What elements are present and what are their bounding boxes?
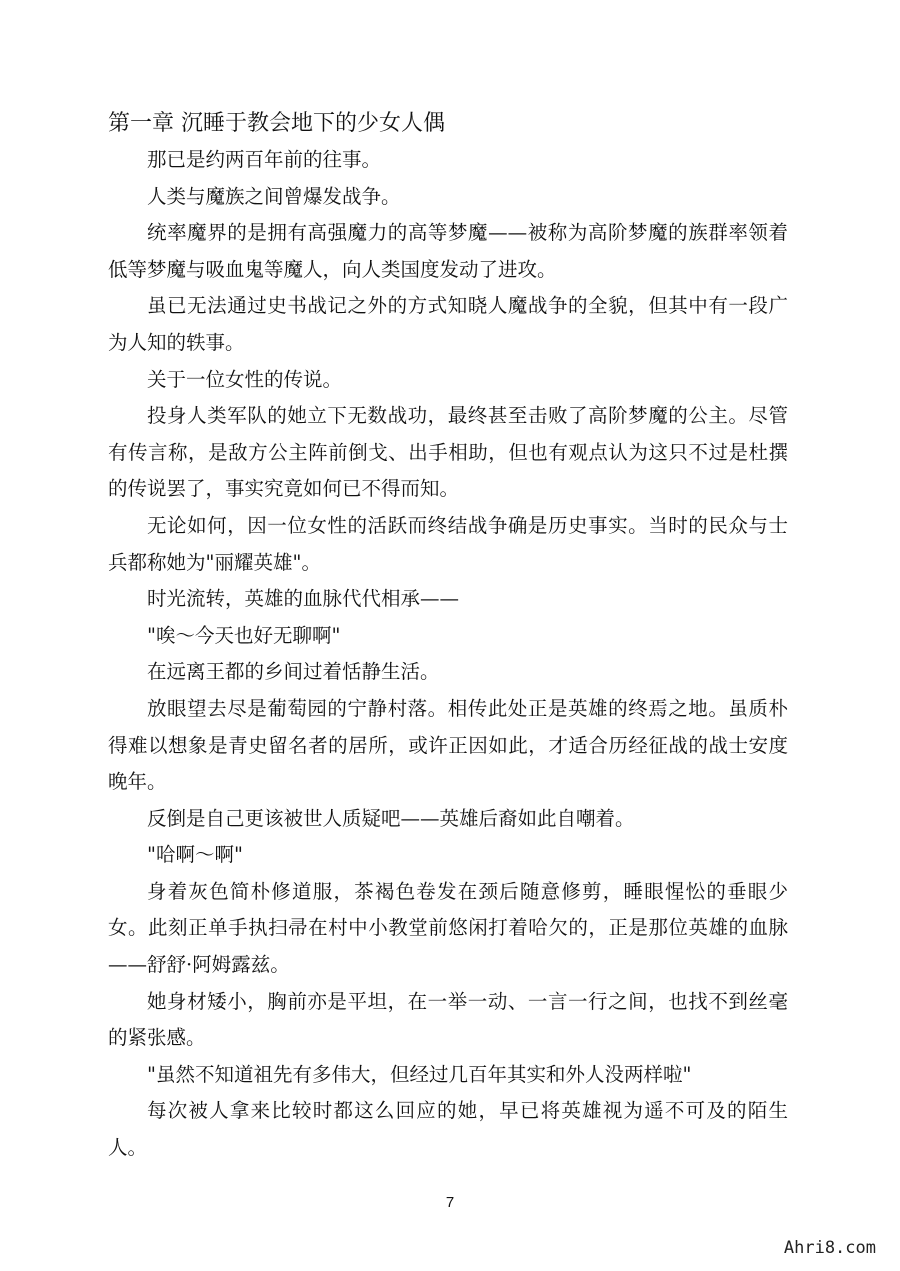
paragraph: 她身材矮小，胸前亦是平坦，在一举一动、一言一行之间，也找不到丝毫的紧张感。 bbox=[108, 989, 788, 1050]
paragraph: 每次被人拿来比较时都这么回应的她，早已将英雄视为遥不可及的陌生人。 bbox=[108, 1099, 788, 1160]
body-text bbox=[108, 142, 788, 1167]
watermark: Ahri8.com bbox=[783, 1238, 876, 1258]
paragraph: "虽然不知道祖先有多伟大，但经过几百年其实和外人没两样啦" bbox=[147, 1062, 692, 1086]
paragraph: 关于一位女性的传说。 bbox=[147, 367, 343, 391]
paragraph: 虽已无法通过史书战记之外的方式知晓人魔战争的全貌，但其中有一段广为人知的轶事。 bbox=[108, 294, 788, 354]
paragraph: 反倒是自己更该被世人质疑吧——英雄后裔如此自嘲着。 bbox=[147, 806, 635, 830]
paragraph: 投身人类军队的她立下无数战功，最终甚至击败了高阶梦魔的公主。尽管有传言称，是敌方公主阵前倒戈、出手相助，但也有观点认为这只不过是杜撰的传说罢了，事实究竟如何已不得而知。 bbox=[108, 404, 788, 501]
paragraph: 在远离王都的乡间过着恬静生活。 bbox=[147, 660, 440, 684]
paragraph: 统率魔界的是拥有高强魔力的高等梦魔——被称为高阶梦魔的族群率领着低等梦魔与吸血鬼等魔人，向人类国度发动了进攻。 bbox=[108, 221, 788, 281]
paragraph: 身着灰色简朴修道服，茶褐色卷发在颈后随意修剪，睡眼惺忪的垂眼少女。此刻正单手执扫帚在村中小教堂前悠闲打着哈欠的，正是那位英雄的血脉——舒舒·阿姆露兹。 bbox=[108, 879, 788, 977]
page-number: 7 bbox=[445, 1194, 455, 1211]
paragraph: 放眼望去尽是葡萄园的宁静村落。相传此处正是英雄的终焉之地。虽质朴得难以想象是青史留名者的居所，或许正因如此，才适合历经征战的战士安度晚年。 bbox=[108, 696, 788, 794]
paragraph: "唉～今天也好无聊啊" bbox=[147, 623, 341, 647]
paragraph: 无论如何，因一位女性的活跃而终结战争确是历史事实。当时的民众与士兵都称她为"丽耀英雄"。 bbox=[108, 513, 788, 574]
paragraph: 人类与魔族之间曾爆发战争。 bbox=[147, 184, 401, 208]
paragraph: 那已是约两百年前的往事。 bbox=[147, 148, 382, 171]
paragraph: 时光流转，英雄的血脉代代相承—— bbox=[147, 587, 460, 611]
chapter-title: 第一章 沉睡于教会地下的少女人偶 bbox=[108, 111, 445, 136]
paragraph: "哈啊～啊" bbox=[147, 843, 243, 867]
